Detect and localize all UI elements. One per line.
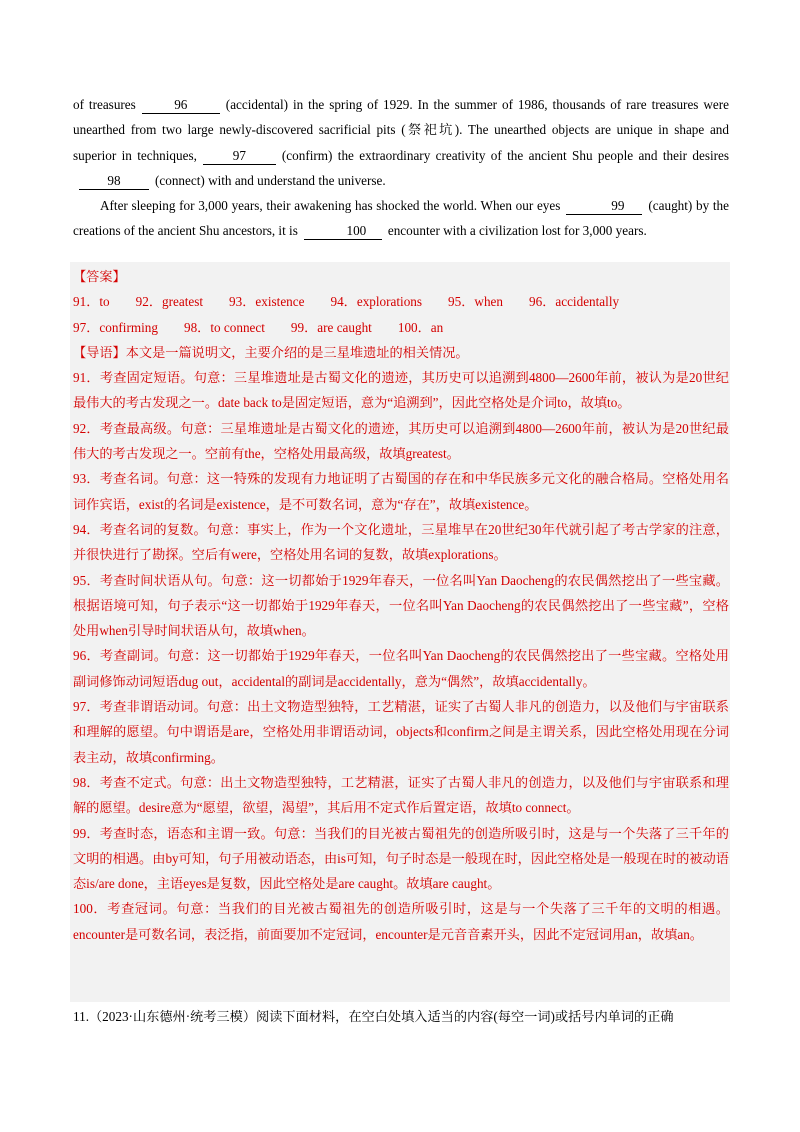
answer-item: 97．confirming bbox=[73, 319, 158, 335]
blank-98: 98 bbox=[79, 173, 149, 190]
explanation-100: 100．考查冠词。句意：当我们的目光被古蜀祖先的创造所吸引时，这是与一个失落了三千年的文明的相遇。encounter是可数名词，表泛指，前面要加不定冠词，encounter是元音音素开头，因此不定冠词用an，故填an。 bbox=[73, 901, 729, 942]
passage-text: (confirm) the extraordinary creativity of the ancient Shu people and their desires bbox=[281, 147, 729, 163]
answer-item: 96．accidentally bbox=[529, 294, 620, 310]
blank-96: 96 bbox=[142, 97, 220, 114]
answer-section bbox=[73, 264, 729, 947]
passage-text: (caught) by the creations of the ancient Shu ancestors, it is bbox=[73, 198, 729, 239]
answer-item: 94．explorations bbox=[330, 294, 423, 310]
passage-text: After sleeping for 3,000 years, their awakening has shocked the world. When our eyes bbox=[100, 198, 561, 214]
passage-paragraph-1 bbox=[73, 92, 729, 193]
next-question-heading: 11.（2023·山东德州·统考三模）阅读下面材料，在空白处填入适当的内容(每空一词)或括号内单词的正确 bbox=[73, 1009, 674, 1024]
explanation-96: 96．考查副词。句意：这一切都始于1929年春天，一位名叫Yan Daocheng的农民偶然挖出了一些宝藏。空格处用副词修饰动词短语dug out，accidental的副词是accidentally，意为“偶然”，故填accidentally。 bbox=[73, 648, 729, 689]
explanation-93: 93．考查名词。句意：这一特殊的发现有力地证明了古蜀国的存在和中华民族多元文化的融合格局。空格处用名词作宾语，exist的名词是existence，是不可数名词，意为“存在”，故填existence。 bbox=[73, 471, 729, 512]
reading-passage bbox=[73, 92, 729, 244]
blank-97: 97 bbox=[203, 148, 276, 165]
passage-text: of treasures bbox=[73, 97, 136, 112]
explanation-91: 91．考查固定短语。句意：三星堆遗址是古蜀文化的遗迹，其历史可以追溯到4800—2600年前，被认为是20世纪最伟大的考古发现之一。date back to是固定短语，意为“追溯到”，因此空格处是介词to，故填to。 bbox=[73, 370, 729, 411]
explanation-98: 98．考查不定式。句意：出土文物造型独特，工艺精湛，证实了古蜀人非凡的创造力，以及他们与宇宙联系和理解的愿望。desire意为“愿望，欲望，渴望”，其后用不定式作后置定语，故填to connect。 bbox=[73, 774, 729, 816]
explanation-99: 99．考查时态，语态和主谓一致。句意：当我们的目光被古蜀祖先的创造所吸引时，这是与一个失落了三千年的文明的相遇。由by可知，句子用被动语态，由is可知，句子时态是一般现在时，因此空格处是一般现在时的被动语态is/are done，主语eyes是复数，因此空格处是are caught。故填are caught。 bbox=[73, 825, 729, 892]
blank-100: 100 bbox=[304, 223, 382, 240]
blank-99: 99 bbox=[566, 198, 642, 215]
answer-item: 100．an bbox=[397, 319, 444, 335]
passage-text: encounter with a civilization lost for 3,000 years. bbox=[387, 223, 647, 239]
explanation-95: 95．考查时间状语从句。句意：这一切都始于1929年春天，一位名叫Yan Daocheng的农民偶然挖出了一些宝藏。根据语境可知，句子表示“这一切都始于1929年春天，一位名叫Yan Daocheng的农民偶然挖出了一些宝藏”，空格处用when引导时间状语从句，故填when。 bbox=[73, 572, 729, 639]
answer-list bbox=[73, 289, 729, 340]
answer-item: 95．when bbox=[448, 294, 503, 310]
answer-item: 92．greatest bbox=[135, 294, 204, 310]
answer-item: 93．existence bbox=[229, 294, 305, 310]
passage-text: (accidental) in the spring of 1929. In the summer of 1986, thousands of rare treasures were unearthed from two large newly-discovered sacrificial pits (祭祀坑). The unearthed objects are unique in shape and superior in techniques, bbox=[73, 97, 729, 163]
answer-heading: 【答案】 bbox=[73, 269, 126, 284]
passage-paragraph-2 bbox=[73, 193, 729, 244]
answer-item: 98．to connect bbox=[183, 319, 265, 335]
explanation-94: 94．考查名词的复数。句意：事实上，作为一个文化遗址，三星堆早在20世纪30年代就引起了考古学家的注意，并很快进行了勘探。空后有were，空格处用名词的复数，故填explorations。 bbox=[73, 521, 729, 563]
answer-item: 99．are caught bbox=[290, 319, 372, 335]
answer-item: 91．to bbox=[73, 294, 110, 310]
guide-text: 【导语】本文是一篇说明文，主要介绍的是三星堆遗址的相关情况。 bbox=[73, 344, 469, 360]
explanation-97: 97．考查非谓语动词。句意：出土文物造型独特，工艺精湛，证实了古蜀人非凡的创造力，以及他们与宇宙联系和理解的愿望。句中谓语是are，空格处用非谓语动词，objects和confirm之间是主谓关系，因此空格处用现在分词表主动，故填confirming。 bbox=[73, 699, 729, 765]
passage-text: (connect) with and understand the universe. bbox=[155, 172, 386, 188]
explanation-92: 92．考查最高级。句意：三星堆遗址是古蜀文化的遗迹，其历史可以追溯到4800—2600年前，被认为是20世纪最伟大的考古发现之一。空前有the，空格处用最高级，故填greatest。 bbox=[73, 420, 729, 462]
